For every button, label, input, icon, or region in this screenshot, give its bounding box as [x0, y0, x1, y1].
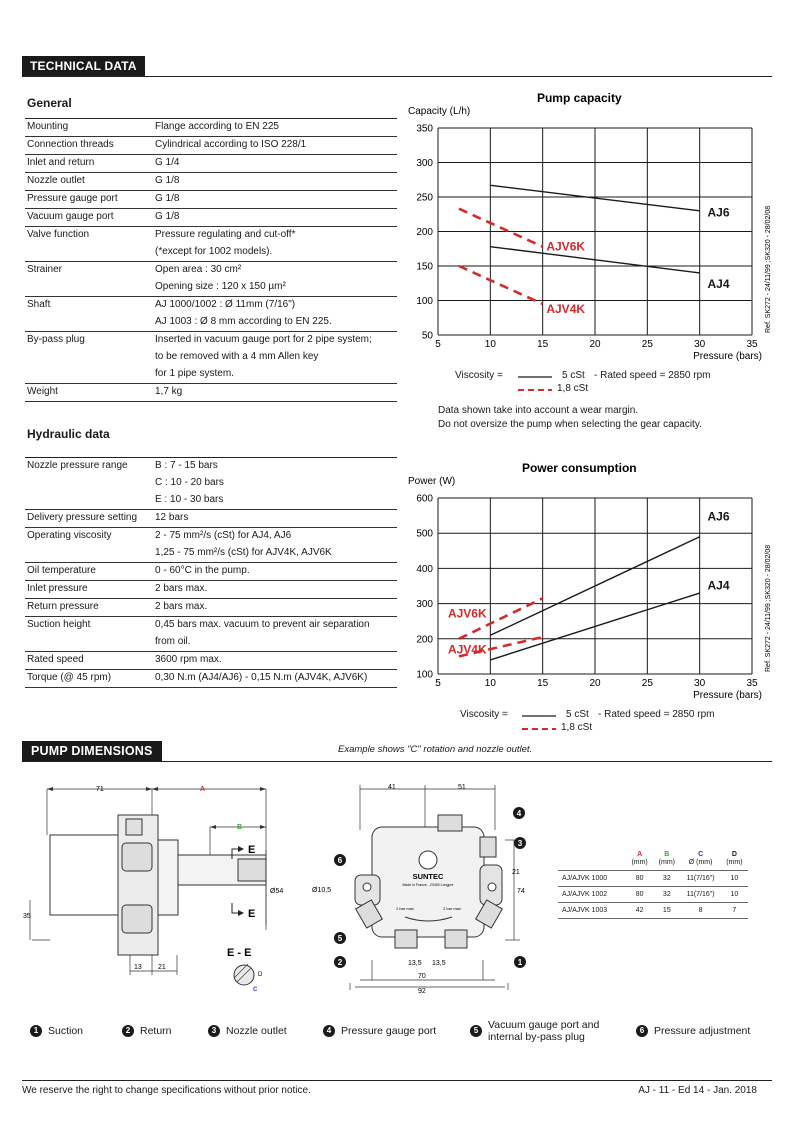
dim-value: 8	[680, 903, 720, 919]
spec-value: from oil.	[155, 636, 191, 647]
viscosity-label-2: Viscosity =	[460, 709, 508, 720]
spec-value: for 1 pipe system.	[155, 368, 234, 379]
spec-row	[25, 492, 397, 510]
spec-row	[25, 279, 397, 297]
x-tick-label: 25	[641, 339, 653, 350]
legend-number: 2	[122, 1025, 134, 1037]
footer-edition: AJ - 11 - Ed 14 - Jan. 2018	[638, 1085, 757, 1096]
dimensions-caption: Example shows "C" rotation and nozzle outlet.	[338, 744, 533, 755]
spec-row	[25, 510, 397, 528]
legend-number: 6	[636, 1025, 648, 1037]
legend-item-4	[323, 1025, 436, 1037]
section-e-top: E	[248, 844, 256, 856]
series-line	[459, 209, 543, 247]
spec-row	[25, 332, 397, 350]
y-axis-label: Power (W)	[408, 476, 456, 487]
pump-capacity-chart	[400, 80, 790, 380]
x-tick-label: 5	[435, 339, 441, 350]
spec-value: G 1/8	[155, 191, 397, 209]
spec-value: 1,25 - 75 mm²/s (cSt) for AJV4K, AJV6K	[155, 547, 332, 558]
series-label: AJ6	[707, 509, 730, 524]
spec-value: (*except for 1002 models).	[155, 246, 273, 257]
dim-col-header: B (mm)	[658, 851, 675, 866]
spec-row	[25, 173, 397, 191]
dim-41: 41	[388, 784, 396, 791]
y-tick-label: 400	[416, 563, 433, 575]
spec-value: G 1/8	[155, 209, 397, 227]
spec-value: AJ 1003 : Ø 8 mm according to EN 225.	[155, 316, 332, 327]
dim-13: 13	[134, 964, 142, 971]
y-tick-label: 100	[416, 669, 433, 681]
spec-key: Delivery pressure setting	[25, 510, 155, 528]
series-label: AJV4K	[546, 301, 586, 316]
spec-key: Suction height	[25, 617, 155, 635]
legend-number: 5	[470, 1025, 482, 1037]
y-axis-label: Capacity (L/h)	[408, 106, 471, 117]
note-oversize: Do not oversize the pump when selecting the gear capacity.	[438, 419, 702, 430]
spec-value: 12 bars	[155, 510, 397, 528]
spec-row	[25, 366, 397, 384]
hydraulic-table	[25, 457, 397, 688]
chart-ref-label: Ref. SK272 - 24/11/99 ;SK320 - 28/02/08	[765, 544, 772, 672]
legend-text: Suction	[48, 1025, 84, 1037]
spec-value: 2 - 75 mm²/s (cSt) for AJ4, AJ6	[155, 528, 397, 546]
dim-value: 15	[653, 903, 680, 919]
spec-key: Torque (@ 45 rpm)	[25, 670, 155, 688]
dim-col-header: A (mm)	[631, 851, 648, 866]
x-axis-label: Pressure (bars)	[693, 690, 762, 701]
x-tick-label: 15	[537, 678, 549, 689]
y-tick-label: 500	[416, 528, 433, 540]
legend-number: 4	[323, 1025, 335, 1037]
dim-51: 51	[458, 784, 466, 791]
spec-row	[25, 227, 397, 245]
spec-row	[25, 475, 397, 492]
dim-col-header: C Ø (mm)	[688, 851, 713, 866]
dim-value: 32	[653, 887, 680, 903]
legend-number: 3	[208, 1025, 220, 1037]
x-tick-label: 15	[537, 339, 549, 350]
dim-21-front: 21	[512, 869, 520, 876]
x-tick-label: 30	[694, 339, 706, 350]
spec-key: Vacuum gauge port	[25, 209, 155, 227]
dim-a: A	[200, 786, 206, 793]
x-tick-label: 35	[746, 678, 758, 689]
spec-value: Open area : 30 cm²	[155, 262, 397, 280]
x-tick-label: 25	[641, 678, 653, 689]
legend-text: Pressure adjustment	[654, 1025, 751, 1037]
rated-speed-label: - Rated speed = 2850 rpm	[594, 370, 711, 381]
callout-5: 5	[337, 934, 343, 943]
x-tick-label: 30	[694, 678, 706, 689]
spec-value: 2 bars max.	[155, 581, 397, 599]
x-tick-label: 20	[589, 678, 601, 689]
dim-table-row	[558, 871, 748, 887]
spec-key: Nozzle pressure range	[25, 458, 155, 476]
legend-number: 1	[30, 1025, 42, 1037]
y-tick-label: 100	[416, 296, 433, 307]
front-view-drawing	[312, 775, 540, 1005]
series-label: AJV6K	[447, 606, 487, 621]
y-tick-label: 200	[416, 227, 433, 238]
viscosity-legend-lines-2	[520, 710, 560, 734]
footer-rule	[22, 1080, 772, 1081]
spec-row	[25, 384, 397, 402]
spec-value: 0,45 bars max. vacuum to prevent air separation	[155, 617, 397, 635]
dim-phi54: Ø54	[270, 888, 284, 895]
legend-item-3	[208, 1025, 287, 1037]
legend-item-6	[636, 1025, 750, 1037]
y-tick-label: 200	[416, 634, 433, 646]
spec-row	[25, 297, 397, 315]
legend-text: Vacuum gauge port and internal by-pass plug	[488, 1019, 600, 1043]
spec-value: Inserted in vacuum gauge port for 2 pipe system;	[155, 332, 397, 350]
dim-value: 7	[721, 903, 748, 919]
dim-92: 92	[418, 988, 426, 995]
spec-key: Weight	[25, 384, 155, 402]
spec-row	[25, 634, 397, 652]
x-tick-label: 20	[589, 339, 601, 350]
spec-row	[25, 119, 397, 137]
dimensions-rule	[22, 761, 772, 762]
spec-row	[25, 262, 397, 280]
legend-item-2	[122, 1025, 172, 1037]
viscosity-legend-lines	[516, 371, 556, 395]
dim-d: D	[258, 972, 263, 978]
pump-dimensions-header: PUMP DIMENSIONS	[22, 741, 162, 761]
footer-disclaimer: We reserve the right to change specifications without prior notice.	[22, 1085, 311, 1096]
y-tick-label: 600	[416, 493, 433, 505]
model-name: AJ/AJVK 1000	[558, 871, 626, 887]
hydraulic-title: Hydraulic data	[27, 427, 110, 441]
spec-row	[25, 563, 397, 581]
series-line	[459, 266, 543, 304]
section-ee-label: E - E	[227, 947, 252, 959]
callout-1: 1	[517, 958, 523, 967]
section-e-bottom: E	[248, 908, 256, 920]
series-label: AJ6	[707, 205, 730, 220]
dim-value: 10	[721, 887, 748, 903]
y-tick-label: 250	[416, 192, 433, 204]
y-tick-label: 300	[416, 599, 433, 611]
spec-value: C : 10 - 20 bars	[155, 477, 224, 488]
dim-table-row	[558, 903, 748, 919]
spec-value: AJ 1000/1002 : Ø 11mm (7/16")	[155, 297, 397, 315]
model-name: AJ/AJVK 1003	[558, 903, 626, 919]
dim-13-5-b: 13,5	[432, 960, 446, 967]
chart-ref-label: Ref. SK272 - 24/11/99 ;SK320 - 28/02/08	[765, 205, 772, 333]
viscosity-solid-label-2: 5 cSt	[566, 709, 589, 720]
dim-value: 80	[626, 887, 653, 903]
spec-key: Strainer	[25, 262, 155, 280]
dim-71: 71	[96, 786, 104, 793]
spec-row	[25, 349, 397, 366]
series-label: AJ4	[707, 578, 730, 593]
callout-6: 6	[337, 856, 343, 865]
dim-value: 11(7/16")	[680, 887, 720, 903]
note-wear-margin: Data shown take into account a wear margin.	[438, 405, 639, 416]
spec-row	[25, 155, 397, 173]
brand-label: SUNTEC	[412, 872, 444, 881]
spec-key: Pressure gauge port	[25, 191, 155, 209]
spec-key: Nozzle outlet	[25, 173, 155, 191]
dim-35: 35	[23, 913, 31, 920]
header-rule	[22, 76, 772, 77]
series-label: AJV4K	[447, 642, 487, 657]
spec-key: Return pressure	[25, 599, 155, 617]
rated-speed-label-2: - Rated speed = 2850 rpm	[598, 709, 715, 720]
bar-max-2: 2 bar max	[443, 906, 461, 911]
spec-row	[25, 209, 397, 227]
spec-value: Cylindrical according to ISO 228/1	[155, 137, 397, 155]
power-consumption-chart	[400, 450, 790, 710]
dim-21: 21	[158, 964, 166, 971]
legend-text: Nozzle outlet	[226, 1025, 287, 1037]
spec-key: Mounting	[25, 119, 155, 137]
spec-key: By-pass plug	[25, 332, 155, 350]
spec-value: Pressure regulating and cut-off*	[155, 227, 397, 245]
spec-row	[25, 545, 397, 563]
spec-value: 2 bars max.	[155, 599, 397, 617]
spec-value: to be removed with a 4 mm Allen key	[155, 351, 319, 362]
y-tick-label: 300	[416, 158, 433, 169]
spec-value: E : 10 - 30 bars	[155, 494, 224, 505]
legend-text: Return	[140, 1025, 172, 1037]
spec-row	[25, 137, 397, 155]
spec-row	[25, 617, 397, 635]
spec-row	[25, 581, 397, 599]
x-tick-label: 10	[484, 339, 496, 350]
spec-key: Inlet pressure	[25, 581, 155, 599]
spec-value: Opening size : 120 x 150 µm²	[155, 281, 286, 292]
spec-key: Oil temperature	[25, 563, 155, 581]
dim-table-header	[558, 848, 748, 871]
dim-phi10-5: Ø10,5	[312, 887, 332, 894]
viscosity-dashed-label-2: 1,8 cSt	[561, 722, 593, 733]
spec-row	[25, 458, 397, 476]
spec-row	[25, 191, 397, 209]
spec-value: Flange according to EN 225	[155, 119, 397, 137]
legend-text: Pressure gauge port	[341, 1025, 437, 1037]
spec-row	[25, 599, 397, 617]
legend-item-1	[30, 1025, 83, 1037]
spec-row	[25, 314, 397, 332]
side-view-drawing	[22, 775, 322, 1005]
dim-value: 42	[626, 903, 653, 919]
spec-key: Valve function	[25, 227, 155, 245]
callout-2: 2	[337, 958, 343, 967]
spec-value: B : 7 - 15 bars	[155, 458, 397, 476]
viscosity-label: Viscosity =	[455, 370, 503, 381]
spec-key: Shaft	[25, 297, 155, 315]
legend-item-5	[470, 1019, 613, 1043]
spec-key: Inlet and return	[25, 155, 155, 173]
dim-value: 32	[653, 871, 680, 887]
dim-col-header: D (mm)	[726, 851, 743, 866]
spec-key: Rated speed	[25, 652, 155, 670]
spec-value: 0,30 N.m (AJ4/AJ6) - 0,15 N.m (AJV4K, AJV6K)	[155, 670, 397, 688]
dim-70: 70	[418, 973, 426, 980]
x-tick-label: 35	[746, 339, 758, 350]
technical-data-header: TECHNICAL DATA	[22, 56, 145, 76]
x-tick-label: 5	[435, 678, 441, 689]
spec-key: Operating viscosity	[25, 528, 155, 546]
callout-4: 4	[516, 809, 522, 818]
dim-value: 10	[721, 871, 748, 887]
dim-c: C	[253, 987, 258, 993]
dim-value: 11(7/16")	[680, 871, 720, 887]
general-table	[25, 118, 397, 402]
dim-table-row	[558, 887, 748, 903]
model-name: AJ/AJVK 1002	[558, 887, 626, 903]
y-tick-label: 350	[416, 123, 433, 135]
x-axis-label: Pressure (bars)	[693, 351, 762, 362]
dim-13-5-a: 13,5	[408, 960, 422, 967]
dim-b: B	[237, 824, 243, 831]
x-tick-label: 10	[484, 678, 496, 689]
y-tick-label: 50	[421, 330, 433, 342]
series-label: AJ4	[707, 276, 730, 291]
viscosity-dashed-label: 1,8 cSt	[557, 383, 589, 394]
dim-value: 80	[626, 871, 653, 887]
spec-value: 0 - 60°C in the pump.	[155, 563, 397, 581]
y-tick-label: 150	[416, 261, 433, 273]
spec-value: 3600 rpm max.	[155, 652, 397, 670]
chart-title: Pump capacity	[536, 91, 622, 105]
series-label: AJV6K	[546, 239, 586, 254]
spec-value: G 1/4	[155, 155, 397, 173]
spec-value: 1,7 kg	[155, 384, 397, 402]
dimension-table	[558, 848, 748, 919]
dim-74: 74	[517, 888, 525, 895]
spec-row	[25, 244, 397, 262]
viscosity-solid-label: 5 cSt	[562, 370, 585, 381]
general-title: General	[27, 96, 72, 110]
spec-key: Connection threads	[25, 137, 155, 155]
spec-value: G 1/8	[155, 173, 397, 191]
spec-row	[25, 670, 397, 688]
chart-title: Power consumption	[521, 461, 637, 475]
spec-row	[25, 652, 397, 670]
spec-row	[25, 528, 397, 546]
callout-3: 3	[517, 839, 523, 848]
made-in-label: Made in France - 23490 Longpré	[402, 883, 454, 887]
bar-max-1: 2 bar max	[396, 906, 414, 911]
